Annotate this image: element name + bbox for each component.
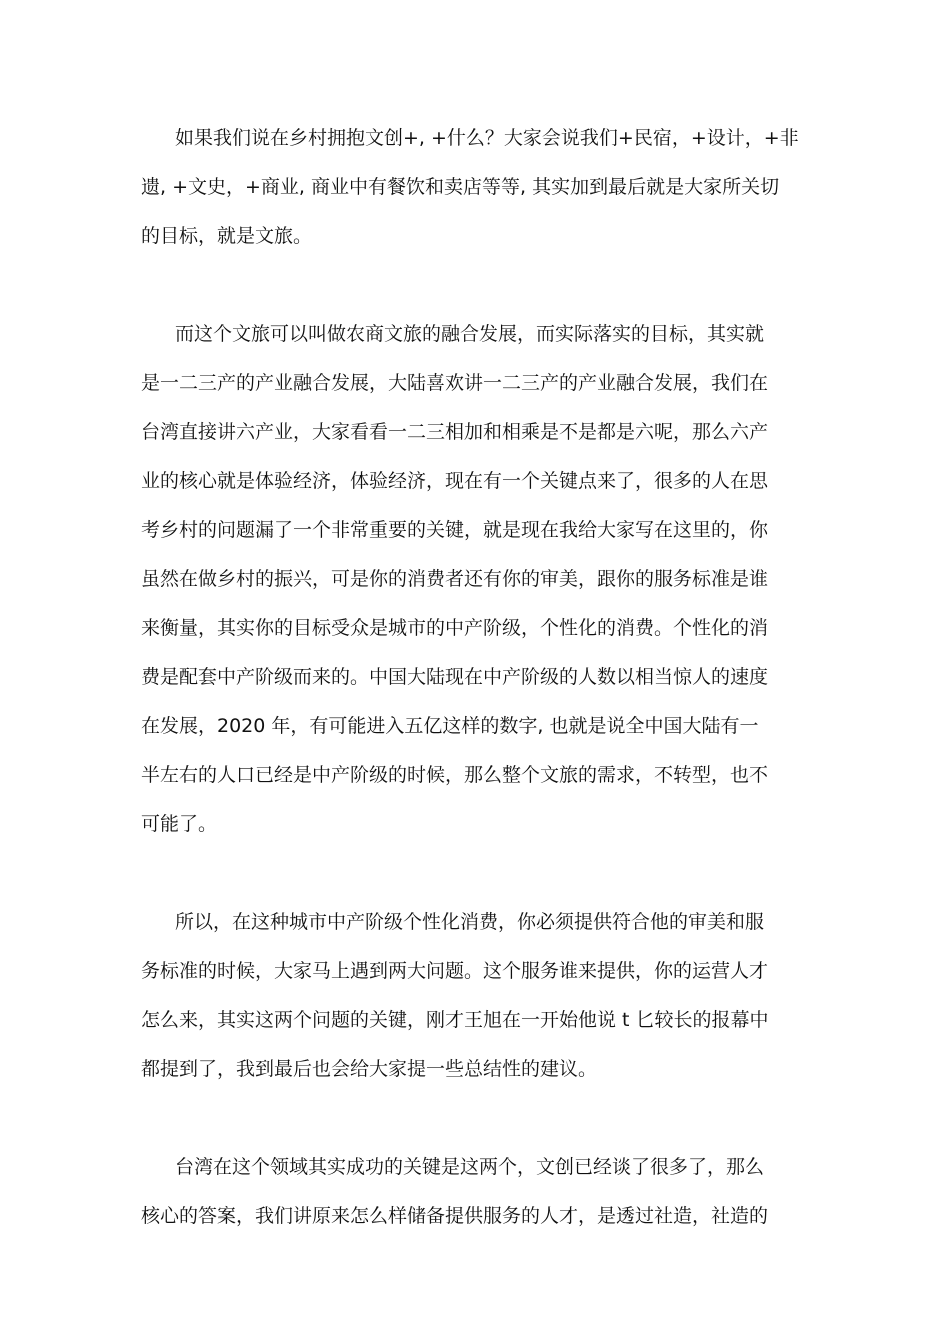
text-line: 是一二三产的产业融合发展，大陆喜欢讲一二三产的产业融合发展，我们在 xyxy=(141,372,769,394)
text-line: 而这个文旅可以叫做农商文旅的融合发展，而实际落实的目标，其实就 xyxy=(175,323,765,345)
text-line: 半左右的人口已经是中产阶级的时候，那么整个文旅的需求，不转型，也不 xyxy=(141,764,769,786)
text-line: 的目标，就是文旅。 xyxy=(141,225,313,247)
text-line: 核心的答案，我们讲原来怎么样储备提供服务的人才，是透过社造，社造的 xyxy=(141,1205,769,1227)
text-line: 务标准的时候，大家马上遇到两大问题。这个服务谁来提供，你的运营人才 xyxy=(141,960,769,982)
paragraph-1 xyxy=(141,114,811,261)
text-line: 可能了。 xyxy=(141,813,218,835)
text-line: 台湾直接讲六产业，大家看看一二三相加和相乘是不是都是六呢，那么六产 xyxy=(141,421,769,443)
paragraph-4 xyxy=(141,1143,811,1241)
text-line: 怎么来，其实这两个问题的关键，刚才王旭在一开始他说 t 匕较长的报幕中 xyxy=(141,1009,769,1031)
text-line: 考乡村的问题漏了一个非常重要的关键，就是现在我给大家写在这里的，你 xyxy=(141,519,769,541)
text-line: 台湾在这个领域其实成功的关键是这两个，文创已经谈了很多了，那么 xyxy=(175,1156,765,1178)
document-body xyxy=(141,114,811,1290)
text-line: 来衡量，其实你的目标受众是城市的中产阶级，个性化的消费。个性化的消 xyxy=(141,617,769,639)
text-line: 遗, +文史，+商业, 商业中有餐饮和卖店等等, 其实加到最后就是大家所关切 xyxy=(141,176,780,198)
text-line: 费是配套中产阶级而来的。中国大陆现在中产阶级的人数以相当惊人的速度 xyxy=(141,666,769,688)
text-line: 在发展，2020 年，有可能进入五亿这样的数字, 也就是说全中国大陆有一 xyxy=(141,715,759,737)
text-line: 所以，在这种城市中产阶级个性化消费，你必须提供符合他的审美和服 xyxy=(175,911,765,933)
text-line: 虽然在做乡村的振兴，可是你的消费者还有你的审美，跟你的服务标准是谁 xyxy=(141,568,769,590)
text-line: 如果我们说在乡村拥抱文创+, +什么？大家会说我们+民宿，+设计，+非 xyxy=(175,127,799,149)
text-line: 都提到了，我到最后也会给大家提一些总结性的建议。 xyxy=(141,1058,598,1080)
text-line: 业的核心就是体验经济，体验经济，现在有一个关键点来了，很多的人在思 xyxy=(141,470,769,492)
paragraph-3 xyxy=(141,898,811,1094)
paragraph-2 xyxy=(141,310,811,849)
